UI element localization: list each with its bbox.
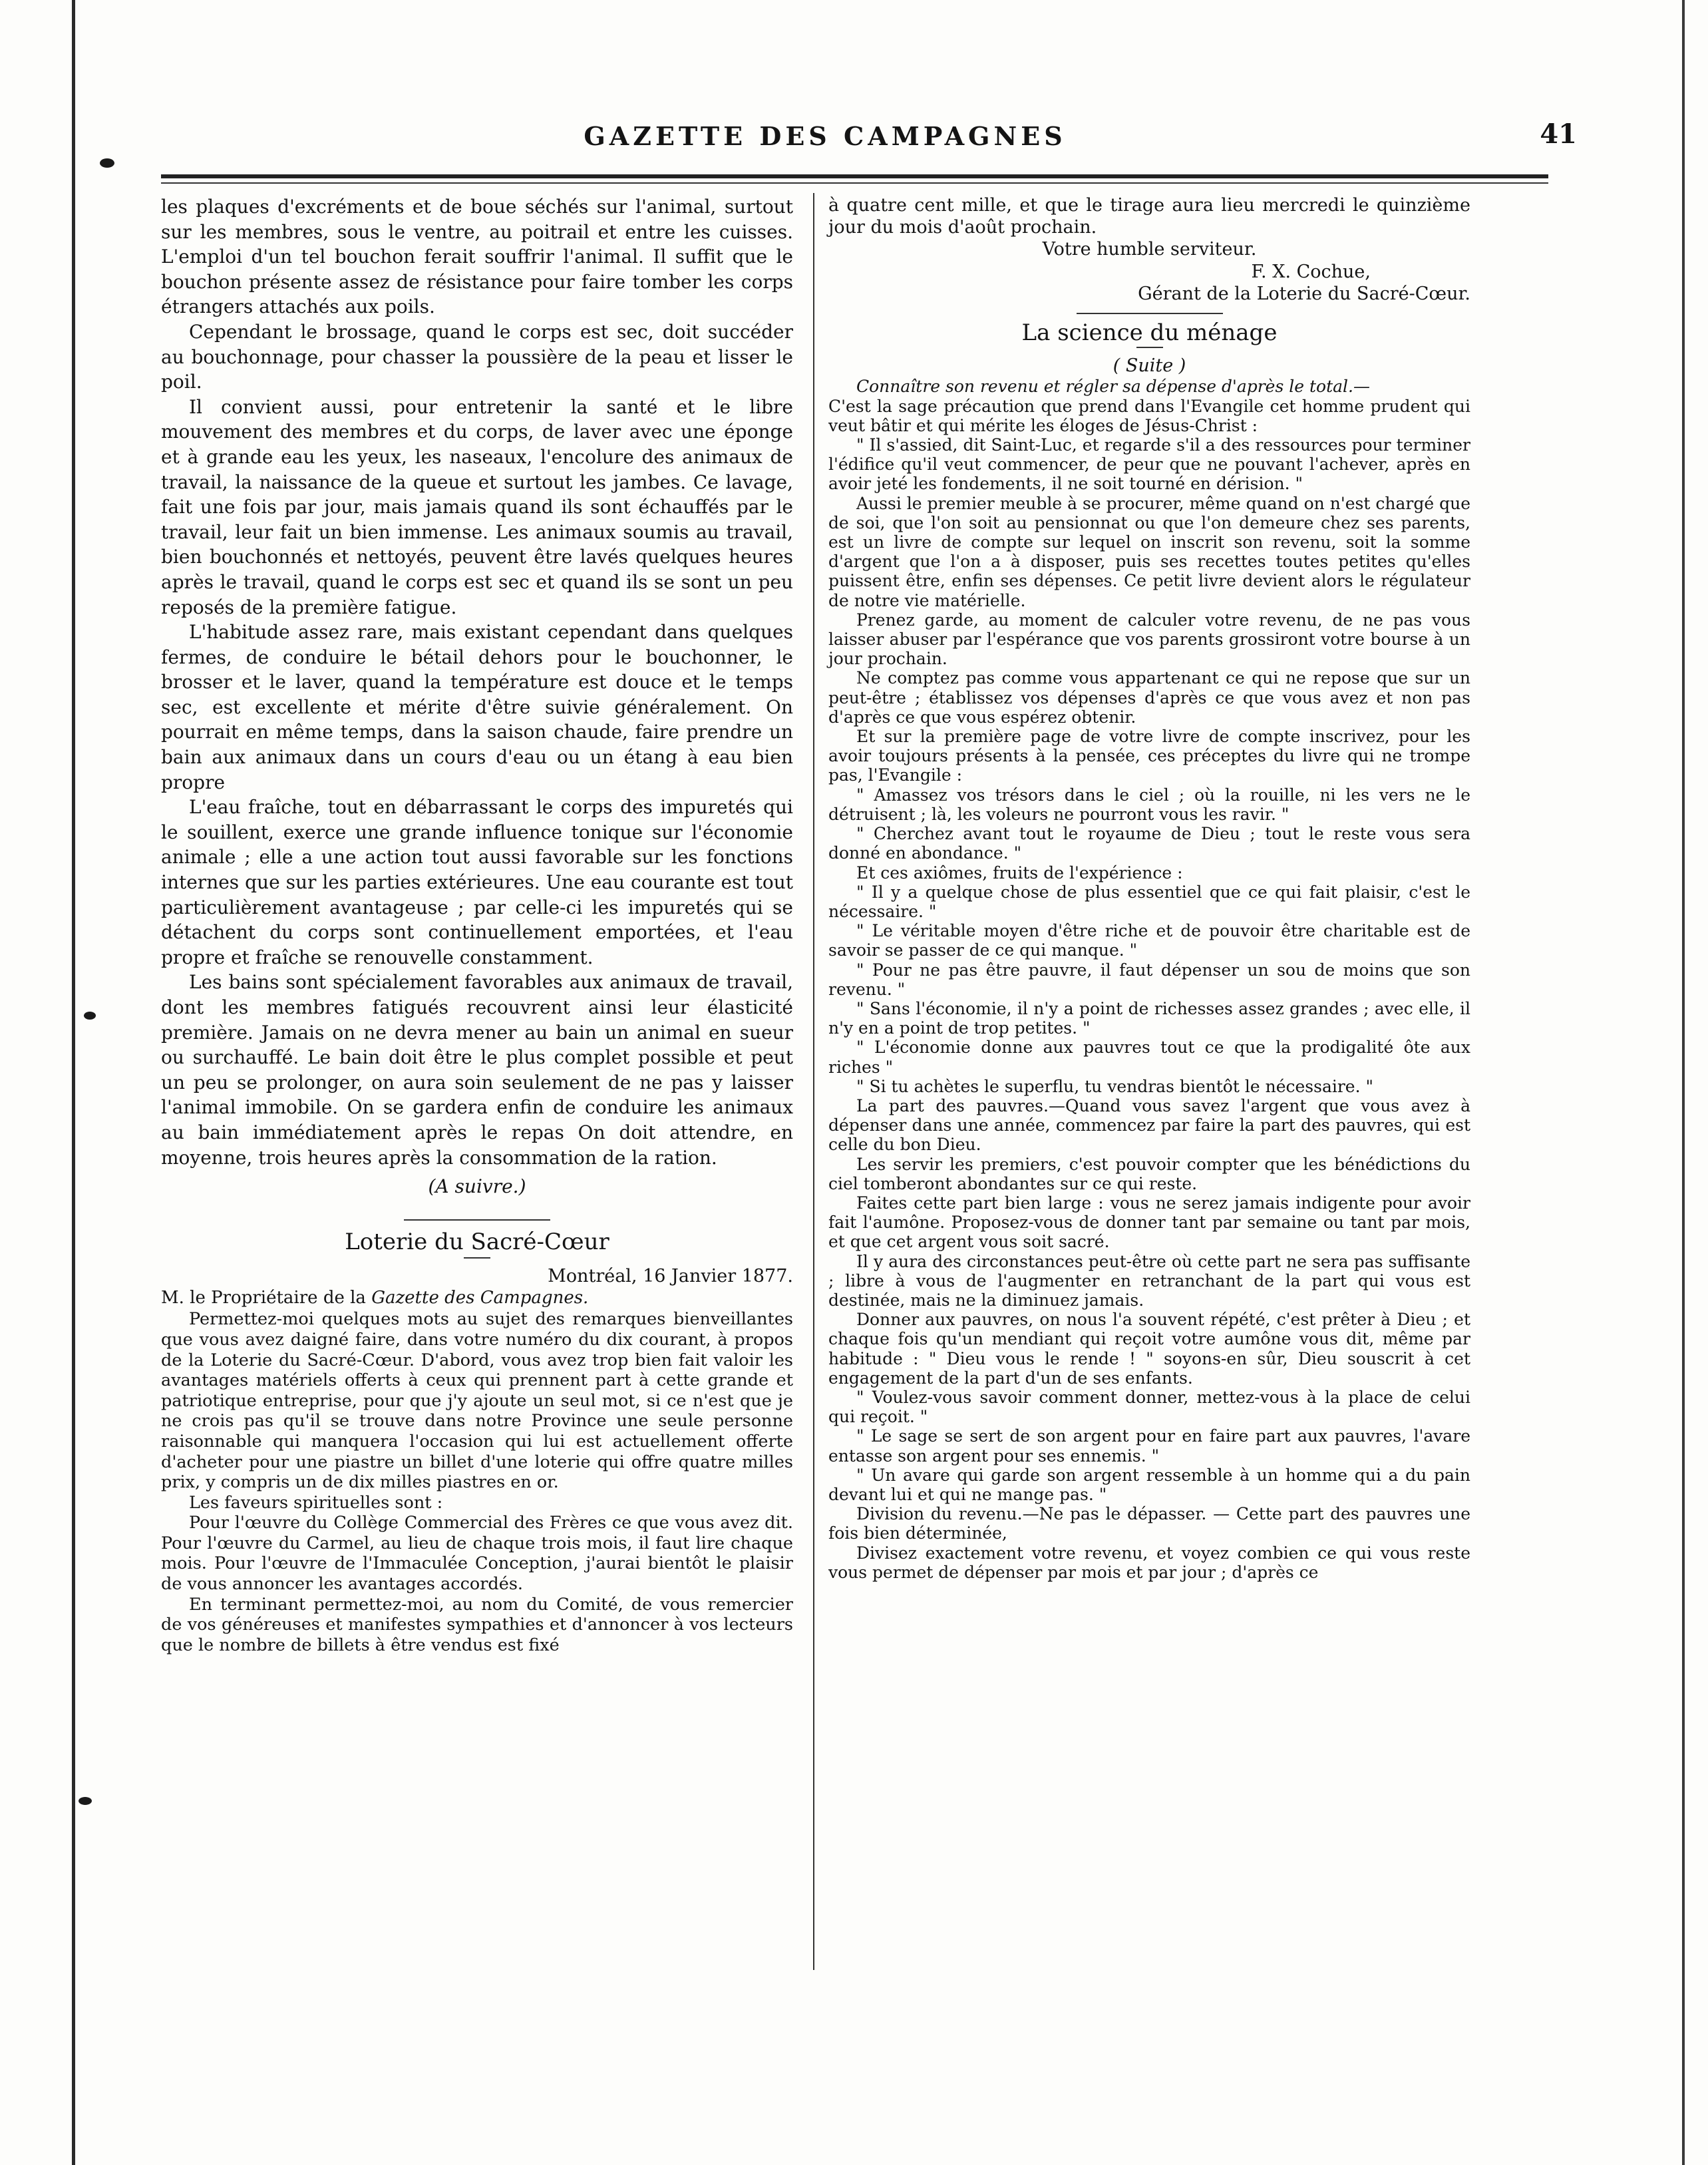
paragraph: C'est la sage précaution que prend dans l'Evangile cet homme prudent qui veut bâtir et qui mérite les éloges de Jésus-Christ :: [828, 396, 1470, 435]
letter-body: [161, 1309, 793, 1655]
paragraph: Ne comptez pas comme vous appartenant ce qui ne repose que sur un peut-être ; établissez vos dépenses d'après ce que vous avez et non pas d'après ce que vous espérez obtenir.: [828, 668, 1470, 727]
page-right-edge: [1682, 0, 1685, 2165]
salutation-gazette: Gazette des Campagnes.: [371, 1288, 589, 1308]
page-binding-edge: [72, 0, 75, 2165]
ink-blot: [84, 1012, 96, 1020]
paragraph: Et sur la première page de votre livre de compte inscrivez, pour les avoir toujours présents à la pensée, ces préceptes du livre qui ne trompe pas, l'Evangile :: [828, 727, 1470, 785]
paragraph: " Il s'assied, dit Saint-Luc, et regarde s'il a des ressources pour terminer l'édifice qu'il veut commencer, de peur que ne pouvant l'achever, après en avoir jeté les fondements, il ne soit tourné en dérision. ": [828, 435, 1470, 494]
science-body: [828, 377, 1470, 1582]
paragraph: Prenez garde, au moment de calculer votre revenu, de ne pas vous laisser abuser par l'espérance que vos parents grossiront votre bourse à un jour prochain.: [828, 610, 1470, 669]
header-rule-thin: [161, 182, 1548, 184]
quote: " Sans l'économie, il n'y a point de richesses assez grandes ; avec elle, il n'y en a point de trop petites. ": [828, 998, 1470, 1038]
paragraph: Cependant le brossage, quand le corps est sec, doit succéder au bouchonnage, pour chasser la poussière de la peau et lisser le poil.: [161, 320, 793, 393]
paragraph: Il y aura des circonstances peut-être où cette part ne sera pas suffisante ; libre à vous de l'augmenter en retranchant de la part qui vous est destinée, mais ne la diminuez jamais.: [828, 1251, 1470, 1310]
ink-blot: [79, 1797, 92, 1805]
column-divider: [813, 193, 814, 1970]
letter-salutation: [161, 1287, 793, 1309]
quote: " Il y a quelque chose de plus essentiel que ce qui fait plaisir, c'est le nécessaire. ": [828, 882, 1470, 921]
paragraph: Donner aux pauvres, on nous l'a souvent répété, c'est prêter à Dieu ; et chaque fois qu'un mendiant qui reçoit votre aumône vous dit, même par habitude : " Dieu vous le rende ! " soyons-en sûr, Dieu souscrit à cet engagement de la part d'un de ses enfants.: [828, 1310, 1470, 1388]
paragraph: Divisez exactement votre revenu, et voyez combien ce qui vous reste vous permet de dépenser par mois et par jour ; d'après ce: [828, 1543, 1470, 1582]
quote: " Voulez-vous savoir comment donner, mettez-vous à la place de celui qui reçoit. ": [828, 1387, 1470, 1427]
ink-blot: [100, 158, 114, 168]
quote: " L'économie donne aux pauvres tout ce que la prodigalité ôte aux riches ": [828, 1038, 1470, 1077]
paragraph: les plaques d'excréments et de boue séchés sur l'animal, surtout sur les membres, sous le ventre, au poitrail et entre les cuisses. L'emploi d'un tel bouchon ferait souffrir l'animal. Il suffit que le bouchon présente assez de résistance pour faire tomber les corps étrangers attachés aux poils.: [161, 196, 793, 318]
quote: " Si tu achètes le superflu, tu vendras bientôt le nécessaire. ": [856, 1076, 1373, 1096]
paragraph: Il convient aussi, pour entretenir la santé et le libre mouvement des membres et du corps, de laver avec une éponge et à grande eau les yeux, les naseaux, l'encolure des animaux de travail, la naissance de la queue et surtout les jambes. Ce lavage, fait une fois par jour, mais jamais quand ils sont échauffés par le travail, leur fait un bien immense. Les animaux soumis au travail, bien bouchonnés et nettoyés, peuvent être lavés quelques heures après le travail, quand le corps est sec et quand ils se sont un peu reposés de la première fatigue.: [161, 395, 793, 618]
section-rule: [1077, 313, 1223, 314]
quote: " Un avare qui garde son argent ressemble à un homme qui a du pain devant lui et qui ne mange pas. ": [828, 1465, 1470, 1504]
paragraph: Les faveurs spirituelles sont :: [189, 1492, 443, 1513]
heading-rule: [464, 1257, 490, 1259]
quote: " Le véritable moyen d'être riche et de pouvoir être charitable est de savoir se passer de ce qui manque. ": [828, 921, 1470, 960]
heading-rule: [1136, 347, 1163, 348]
paragraph: Les servir les premiers, c'est pouvoir compter que les bénédictions du ciel tomberont abondantes sur ce qui reste.: [828, 1154, 1470, 1193]
letter-closing: Votre humble serviteur.: [1042, 239, 1257, 260]
quote: " Cherchez avant tout le royaume de Dieu ; tout le reste vous sera donné en abondance. ": [828, 824, 1470, 863]
masthead: [160, 117, 1577, 157]
paragraph: Division du revenu.—Ne pas le dépasser. — Cette part des pauvres une fois bien déterminée,: [828, 1504, 1470, 1543]
right-column: [828, 194, 1470, 1582]
lead-line: Connaître son revenu et régler sa dépense d'après le total.—: [856, 377, 1370, 397]
letter-end: à quatre cent mille, et que le tirage aura lieu mercredi le quinzième jour du mois d'août prochain.: [828, 195, 1470, 238]
paragraph: Faites cette part bien large : vous ne serez jamais indigente pour avoir fait l'aumône. Proposez-vous de donner tant par semaine ou tant par mois, et que cet argent vous soit sacré.: [828, 1193, 1470, 1252]
paragraph: Pour l'œuvre du Collège Commercial des Frères ce que vous avez dit. Pour l'œuvre du Carmel, au lieu de chaque trois mois, il faut lire chaque mois. Pour l'œuvre de l'Immaculée Conception, j'aurai bientôt le plaisir de vous annoncer les avantages accordés.: [161, 1513, 793, 1595]
paragraph: L'habitude assez rare, mais existant cependant dans quelques fermes, de conduire le bétail dehors pour le bouchonner, le brosser et le laver, quand la température est douce et le temps sec, est excellente et mérite d'être suivie généralement. On pourrait en même temps, dans la saison chaude, faire prendre un bain aux animaux dans un cours d'eau ou un étang à eau bien propre: [161, 621, 793, 793]
signature: F. X. Cochue,: [1251, 261, 1371, 282]
header-rule-thick: [161, 174, 1548, 178]
paragraph: L'eau fraîche, tout en débarrassant le corps des impuretés qui le souillent, exerce une grande influence tonique sur l'économie animale ; elle a une action tout aussi favorable sur les fonctions internes que sur les parties extérieures. Une eau courante est tout particulièrement avantageuse ; par celle-ci les impuretés qui se détachent du corps sont continuellement emportées, et l'eau propre et fraîche se renouvelle constamment.: [161, 796, 793, 968]
quote: " Amassez vos trésors dans le ciel ; où la rouille, ni les vers ne le détruisent ; là, les voleurs ne pourront vous les ravir. ": [828, 785, 1470, 824]
paragraph: Les bains sont spécialement favorables aux animaux de travail, dont les membres fatigués recouvrent ainsi leur élasticité première. Jamais on ne devra mener au bain un animal en sueur ou surchauffé. Le bain doit être le plus complet possible et peut un peu se prolonger, on aura soin seulement de ne pas y laisser l'animal immobile. On se gardera enfin de conduire les animaux au bain immédiatement après le repas On doit attendre, en moyenne, trois heures après la consommation de la ration.: [161, 971, 793, 1169]
science-sub: ( Suite ): [1112, 355, 1186, 377]
dateline: Montréal, 16 Janvier 1877.: [548, 1266, 793, 1287]
paragraph: La part des pauvres.—Quand vous savez l'argent que vous avez à dépenser dans une année, commencez par faire la part des pauvres, qui est celle du bon Dieu.: [828, 1095, 1470, 1155]
a-suivre: (A suivre.): [428, 1175, 526, 1198]
paragraph: En terminant permettez-moi, au nom du Comité, de vous remercier de vos généreuses et manifestes sympathies et d'annoncer à vos lecteurs que le nombre de billets à être vendus est fixé: [161, 1594, 793, 1655]
salutation-text: M. le Propriétaire de la: [161, 1288, 372, 1308]
paragraph: Aussi le premier meuble à se procurer, même quand on n'est chargé que de soi, que l'on soit au pensionnat ou que l'on demeure chez ses parents, est un livre de compte sur lequel on inscrit son revenu, soit la somme d'argent que l'on a à disposer, puis ses recettes toutes petites qu'elles puissent être, enfin ses dépenses. Ce petit livre devient alors le régulateur de notre vie matérielle.: [828, 493, 1470, 610]
science-heading: La science du ménage: [1021, 319, 1278, 347]
quote: " Pour ne pas être pauvre, il faut dépenser un sou de moins que son revenu. ": [828, 960, 1470, 999]
signature-title: Gérant de la Loterie du Sacré-Cœur.: [1138, 283, 1470, 304]
paragraph: Et ces axiômes, fruits de l'expérience :: [856, 863, 1183, 883]
loterie-heading: Loterie du Sacré-Cœur: [345, 1228, 609, 1255]
newspaper-title: GAZETTE DES CAMPAGNES: [584, 121, 1067, 151]
page-number: 41: [1540, 118, 1577, 150]
paragraph: Permettez-moi quelques mots au sujet des remarques bienveillantes que vous avez daigné faire, dans votre numéro du dix courant, à propos de la Loterie du Sacré-Cœur. D'abord, vous avez trop bien fait valoir les avantages matériels offerts à ceux qui prennent part à cette grande et patriotique entreprise, pour que j'y ajoute un seul mot, si ce n'est que je ne crois pas qu'il se trouve dans notre Province une seule personne raisonnable qui manquera l'occasion qui lui est actuellement offerte d'acheter pour une piastre un billet d'une loterie qui offre quatre milles prix, y compris un de dix milles piastres en or.: [161, 1309, 793, 1493]
quote: " Le sage se sert de son argent pour en faire part aux pauvres, l'avare entasse son argent pour ses ennemis. ": [828, 1426, 1470, 1466]
left-column: [161, 194, 793, 1655]
section-rule: [404, 1219, 550, 1221]
